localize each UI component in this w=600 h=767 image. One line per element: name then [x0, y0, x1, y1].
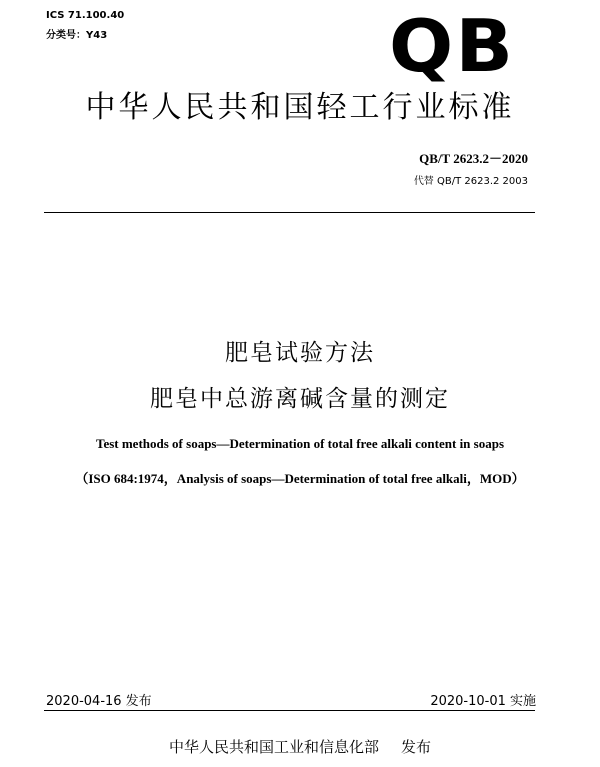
standard-number: QB/T 2623.2－2020 [419, 151, 528, 166]
document-title-cn: 肥皂试验方法 [225, 340, 375, 366]
issuer-action: 发布 [401, 738, 432, 756]
replaces-standard: 代替 QB/T 2623.2 2003 [413, 176, 528, 187]
document-title-en: Test methods of soaps—Determination of total free alkali content in soaps [95, 436, 505, 451]
issuer-name: 中华人民共和国工业和信息化部 [168, 738, 379, 756]
issuer-line [0, 736, 600, 757]
ics-code: ICS 71.100.40 [46, 10, 125, 21]
classification-number: 分类号：Y43 [46, 30, 108, 41]
implementation-date: 2020-10-01 实施 [430, 694, 536, 709]
bottom-divider [44, 710, 535, 711]
industry-standard-title: 中华人民共和国轻工行业标准 [85, 90, 515, 125]
top-divider [44, 212, 535, 213]
document-subtitle-cn: 肥皂中总游离碱含量的测定 [150, 386, 450, 412]
iso-reference: （ISO 684:1974，Analysis of soaps—Determination of total free alkali，MOD） [75, 471, 525, 486]
issue-date: 2020-04-16 发布 [46, 694, 152, 709]
qb-logo: QB [388, 4, 516, 88]
